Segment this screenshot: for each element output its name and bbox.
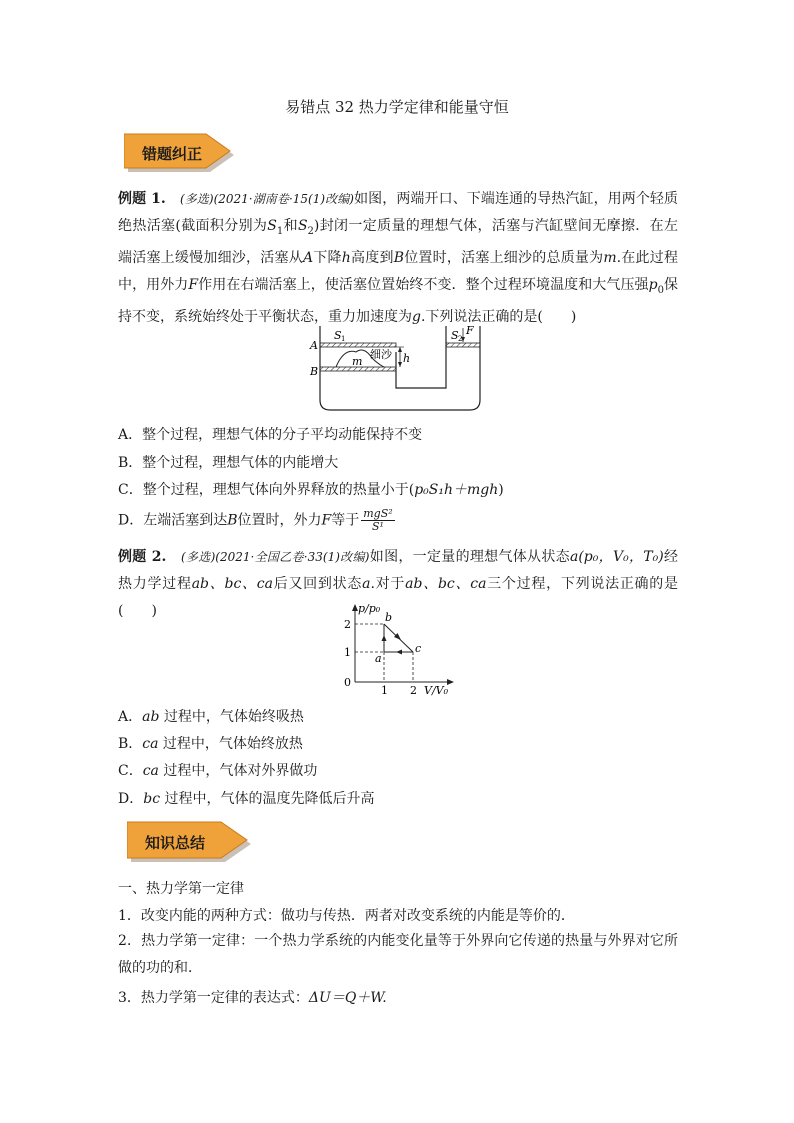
question-text: 保持不变，系统始终处于平衡状态，重力加速度为 — [118, 276, 679, 325]
x-axis-label: V/V₀ — [424, 684, 449, 696]
option-key: D． — [118, 512, 144, 529]
option-text: 整个过程，理想气体的分子平均动能保持不变 — [142, 427, 423, 443]
question-text: 如图，两端开口、下端连通的导热汽缸，用两个轻质绝热活塞(截面积分别为 — [118, 191, 679, 234]
x-tick-1: 1 — [381, 684, 388, 696]
x-tick-2: 2 — [410, 684, 417, 696]
option-text: ) — [498, 482, 504, 498]
question-text: 高度到 — [350, 249, 394, 266]
label-h: h — [403, 352, 411, 365]
label-m: m — [352, 355, 363, 368]
section-banner-knowledge-summary — [127, 820, 255, 862]
question-label: 例题 1. — [118, 191, 166, 207]
option-text: 过程中，气体对外界做功 — [158, 763, 318, 779]
formula: ΔU＝Q＋W. — [308, 990, 387, 1006]
process-var: ca — [142, 736, 159, 752]
option-text: 等于 — [331, 512, 360, 529]
question-text: 位置时，活塞上细沙的总质量为 — [403, 249, 604, 266]
summary-text: 3．热力学第一定律的表达式： — [118, 990, 309, 1006]
var-p: p — [648, 276, 658, 293]
arrow-ca — [396, 650, 402, 655]
y-tick-1: 1 — [344, 646, 351, 659]
point-a-label: a — [375, 652, 382, 665]
option-a — [118, 424, 422, 444]
section-banner-error-correction — [124, 132, 236, 174]
cylinder-figure — [300, 322, 490, 414]
option-d — [118, 788, 375, 808]
process-var: ca — [142, 763, 159, 779]
option-key: C． — [118, 763, 143, 779]
var-m: m — [603, 249, 617, 266]
process-names: ab、bc、ca — [405, 576, 487, 592]
fraction — [361, 508, 394, 533]
page-title: 易错点 32 热力学定律和能量守恒 — [285, 98, 509, 116]
question-source: (2021·湖南卷·15(1)改编) — [213, 192, 354, 206]
banner-label: 错题纠正 — [142, 145, 203, 163]
option-text: 过程中，气体始终放热 — [158, 736, 303, 752]
question-text: .在此过程中，用外力 — [118, 249, 679, 293]
question-tag: (多选) — [179, 192, 214, 206]
option-d — [118, 508, 395, 533]
point-c-label: c — [415, 642, 422, 655]
subscript: 0 — [657, 284, 664, 296]
summary-item-2: 2．热力学第一定律：一个热力学系统的内能变化量等于外界向它传递的热量与外界对它所做的功的和． — [118, 933, 678, 976]
label-s1-sub: 1 — [341, 335, 346, 343]
option-text: 过程中，气体始终吸热 — [159, 709, 304, 725]
question-1 — [118, 186, 678, 331]
origin-label: 0 — [344, 676, 351, 689]
option-key: A． — [118, 709, 143, 725]
question-text: 作用在右端活塞上，使活塞位置始终不变．整个过程环境温度和大气压强 — [198, 276, 649, 293]
option-text: 左端活塞到达 — [143, 512, 228, 529]
fraction-numerator: mgS² — [363, 507, 393, 520]
process-names: ab、bc、ca — [191, 576, 273, 592]
question-text: )封闭一定质量的理想气体，活塞与汽缸壁间无摩擦．在左端活塞上缓慢加细沙，活塞从 — [118, 218, 679, 266]
option-a — [118, 706, 304, 726]
var-f: F — [188, 276, 199, 293]
point-b-label: b — [385, 611, 393, 624]
question-text: .下列说法正确的是( ) — [420, 308, 577, 325]
var-s: S — [297, 218, 308, 234]
y-axis-label: p/p₀ — [358, 602, 381, 615]
var-g: g — [412, 308, 421, 325]
banner-label: 知识总结 — [145, 834, 206, 852]
summary-item-1: 1．改变内能的两种方式：做功与传热．两者对改变系统的内能是等价的． — [118, 908, 575, 924]
label-sand: 细沙 — [370, 348, 392, 361]
option-key: A． — [118, 427, 143, 443]
question-text: 经热力学过程 — [118, 549, 679, 592]
question-text: .对于 — [370, 576, 406, 592]
question-text: 三个过程，下列说法正确的是( ) — [118, 576, 679, 619]
y-tick-2: 2 — [344, 618, 351, 631]
option-key: D． — [118, 791, 144, 807]
var-a: a — [362, 576, 371, 592]
var-a: a — [569, 549, 579, 565]
label-b: B — [310, 365, 319, 378]
x-axis-arrow — [447, 679, 454, 685]
label-s2-sub: 2 — [458, 335, 463, 343]
option-b — [118, 733, 303, 753]
var-s: S — [267, 218, 277, 234]
fraction-denominator: S¹ — [371, 520, 384, 533]
var-a: A — [302, 249, 314, 266]
subscript: 1 — [276, 225, 284, 237]
var-f: F — [321, 512, 332, 529]
question-tag: (多选) — [181, 550, 216, 564]
question-text: 下降 — [313, 249, 342, 266]
var-b: B — [227, 512, 238, 529]
summary-item-3 — [118, 987, 387, 1007]
pv-chart — [330, 602, 460, 696]
question-label: 例题 2. — [118, 549, 167, 565]
process-var: ab — [142, 709, 160, 725]
option-key: B． — [118, 455, 143, 471]
var-b: B — [393, 249, 404, 266]
question-source: (2021·全国乙卷·33(1)改编) — [215, 550, 370, 564]
subscript: 2 — [307, 225, 314, 237]
question-text: 和 — [283, 218, 298, 234]
option-text: 位置时，外力 — [237, 512, 322, 529]
label-s2: S — [451, 329, 459, 342]
label-s1: S — [334, 329, 342, 342]
question-text: 如图，一定量的理想气体从状态 — [369, 549, 570, 565]
option-key: B． — [118, 736, 143, 752]
arrow-ab — [382, 635, 387, 641]
question-text: 后又回到状态 — [272, 576, 363, 592]
option-c — [118, 479, 504, 499]
process-var: bc — [143, 791, 161, 807]
option-text: 过程中，气体的温度先降低后升高 — [160, 791, 375, 807]
option-expression: p₀S₁h＋mgh — [414, 482, 499, 498]
option-text: 整个过程，理想气体的内能增大 — [142, 455, 339, 471]
option-key: C． — [118, 482, 143, 498]
var-h: h — [341, 249, 351, 266]
option-b — [118, 452, 338, 472]
label-f: F — [466, 324, 474, 337]
option-text: 整个过程，理想气体向外界释放的热量小于( — [142, 482, 415, 498]
label-a: A — [310, 339, 318, 352]
summary-heading: 一、热力学第一定律 — [118, 881, 244, 897]
state-params: (p₀，V₀，T₀) — [578, 549, 664, 565]
option-c — [118, 760, 317, 780]
